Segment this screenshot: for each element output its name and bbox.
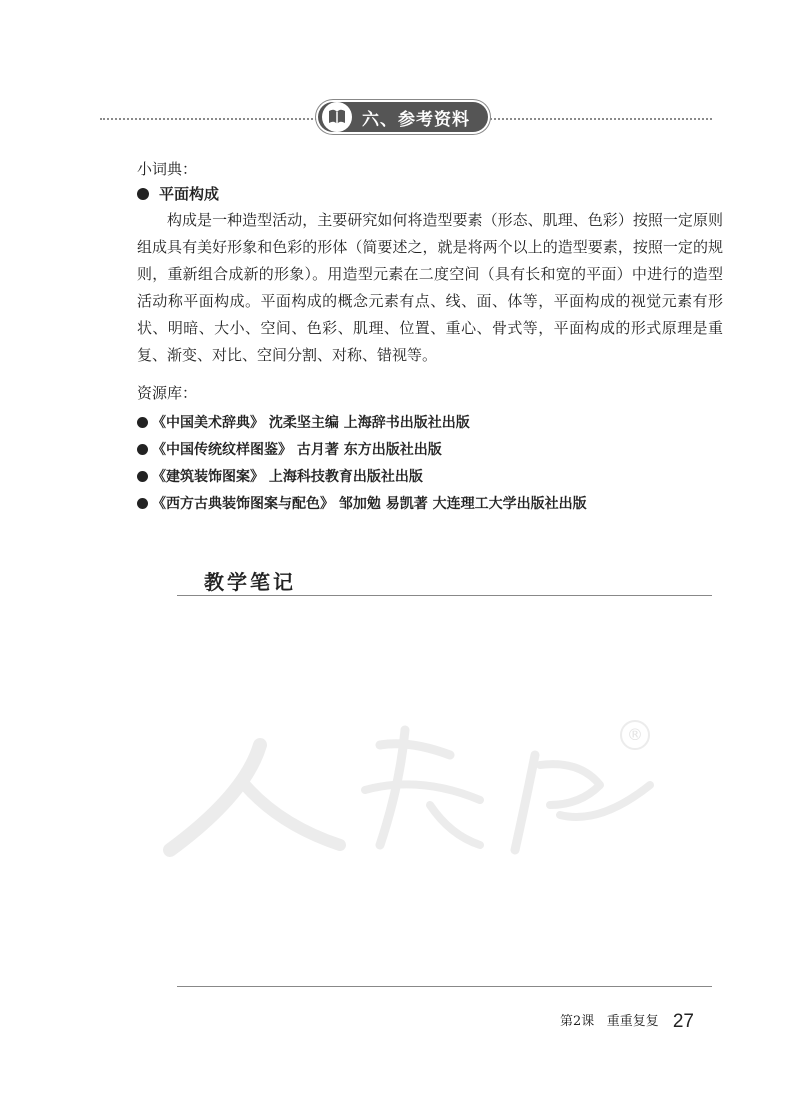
bullet-icon	[137, 188, 149, 200]
dictionary-term-text: 平面构成	[159, 185, 220, 203]
section-title-badge	[318, 102, 488, 132]
page-footer	[560, 1010, 694, 1033]
resource-item-text: 《中国传统纹样图鉴》 古月著 东方出版社出版	[152, 442, 442, 458]
header-dotted-line-right	[490, 118, 712, 120]
resource-item	[137, 437, 587, 464]
section-title: 六、参考资料	[362, 109, 470, 130]
header-dotted-line-left	[100, 118, 320, 120]
publisher-watermark-logo	[150, 705, 670, 865]
notes-title: 教学笔记	[204, 570, 296, 594]
resource-item-text: 《中国美术辞典》 沈柔坚主编 上海辞书出版社出版	[152, 415, 470, 431]
page-number: 27	[672, 1011, 694, 1032]
bullet-icon	[137, 444, 148, 455]
resource-item-text: 《西方古典装饰图案与配色》 邹加勉 易凯著 大连理工大学出版社出版	[152, 496, 587, 512]
resources-list	[137, 410, 587, 518]
notes-divider	[177, 595, 712, 596]
dictionary-term	[137, 183, 219, 204]
bullet-icon	[137, 498, 148, 509]
bullet-icon	[137, 417, 148, 428]
resource-item	[137, 464, 587, 491]
footer-lesson-title: 重重复复	[606, 1014, 659, 1029]
section-header	[100, 100, 712, 136]
resource-item	[137, 410, 587, 437]
resources-label: 资源库：	[137, 384, 198, 402]
resource-item	[137, 491, 587, 518]
dictionary-body: 构成是一种造型活动，主要研究如何将造型要素（形态、肌理、色彩）按照一定原则组成具有美好形象和色彩的形体（简要述之，就是将两个以上的造型要素，按照一定的规则，重新组合成新的形象）。用造型元素在二度空间（具有长和宽的平面）中进行的造型活动称平面构成。平面构成的概念元素有点、线、面、体等，平面构成的视觉元素有形状、明暗、大小、空间、色彩、肌理、位置、重心、骨式等，平面构成的形式原理是重复、渐变、对比、空间分割、对称、错视等。	[137, 211, 723, 364]
resource-item-text: 《建筑装饰图案》 上海科技教育出版社出版	[152, 469, 423, 485]
footer-lesson: 第2课	[560, 1014, 595, 1029]
registered-mark: ®	[627, 725, 643, 744]
footer-divider	[177, 986, 712, 987]
dictionary-label: 小词典：	[137, 160, 198, 178]
bullet-icon	[137, 471, 148, 482]
book-icon	[322, 102, 352, 132]
